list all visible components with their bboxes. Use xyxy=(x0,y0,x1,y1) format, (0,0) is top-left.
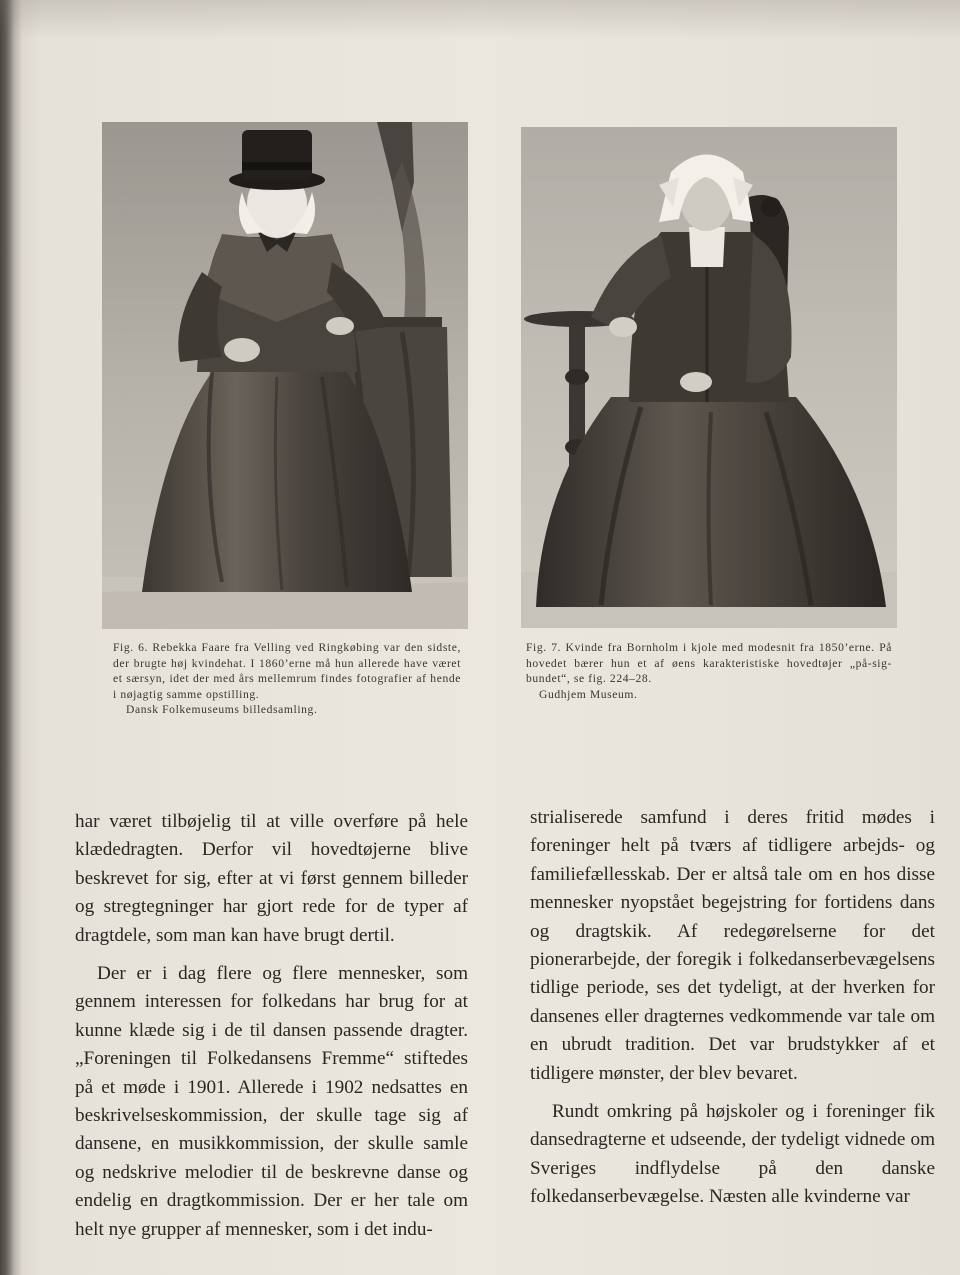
figure-6-photograph xyxy=(102,122,468,629)
figure-7-photograph xyxy=(521,127,897,628)
body-paragraph: har været tilbøjelig til at ville overføre på hele klædedragten. Derfor vil hovedtøjerne blive beskrevet for sig, efter at vi først gennem billeder og stregtegninger har gjort rede for de typer af dragtdele, som man kan have brugt dertil. xyxy=(75,811,468,946)
body-paragraph: strialiserede samfund i deres fritid mødes i foreninger helt på tværs af tidligere arbejds- og familiefællesskab. Der er altså tale om en hos disse mennesker nyopstået begejstring for fortidens dans og dragtskik. Af redegørelserne for det pionerarbejde, der foregik i folkedanserbevægelsens tidlige periode, ses det tydeligt, at der hverken for dansenes eller dragternes vedkommende var tale om en ubrudt tradition. Det var brudstykker af et tidligere mønster, der blev bevaret. xyxy=(530,807,935,1084)
figure-6-caption: Fig. 6. Rebekka Faare fra Velling ved Ringkøbing var den sidste, der brugte høj kvindehat. I 1860’erne må hun allerede have været et særsyn, idet der med års mellemrum findes fotografier af hende i nøjagtig samme opstilling. xyxy=(113,641,461,701)
body-text-left-column xyxy=(75,808,468,1254)
page-top-shade xyxy=(0,0,960,40)
figure-6-credit: Dansk Folkemuseums billedsamling. xyxy=(126,703,318,717)
book-spine-shadow xyxy=(0,0,22,1275)
body-paragraph: Der er i dag flere og flere mennesker, som gennem interessen for folkedans har brug for at kunne klæde sig i de til dansen passende dragter. „Foreningen til Folkedansens Fremme“ stiftedes på et møde i 1901. Allerede i 1902 nedsattes en beskrivelseskommission, der skulle tage sig af dansene, en musikkommission, der skulle samle og nedskrive melodier til de beskrevne danse og endelig en dragtkommission. Der er her tale om helt nye grupper af mennesker, som i det indu- xyxy=(75,963,468,1240)
figure-7-credit: Gudhjem Museum. xyxy=(539,687,638,701)
figure-6-caption-block xyxy=(113,640,461,718)
body-text-right-column xyxy=(530,804,935,1222)
body-paragraph: Rundt omkring på højskoler og i foreninger fik dansedragterne et udseende, der tydeligt vidnede om Sveriges indflydelse på den danske folkedanserbevægelse. Næsten alle kvinderne var xyxy=(530,1101,935,1208)
figure-7-caption-block xyxy=(526,640,892,702)
figure-7-caption: Fig. 7. Kvinde fra Bornholm i kjole med modesnit fra 1850’erne. På hovedet bærer hun et af øens karakteristiske hovedtøjer „på-sig-bundet“, se fig. 224–28. xyxy=(526,641,892,686)
